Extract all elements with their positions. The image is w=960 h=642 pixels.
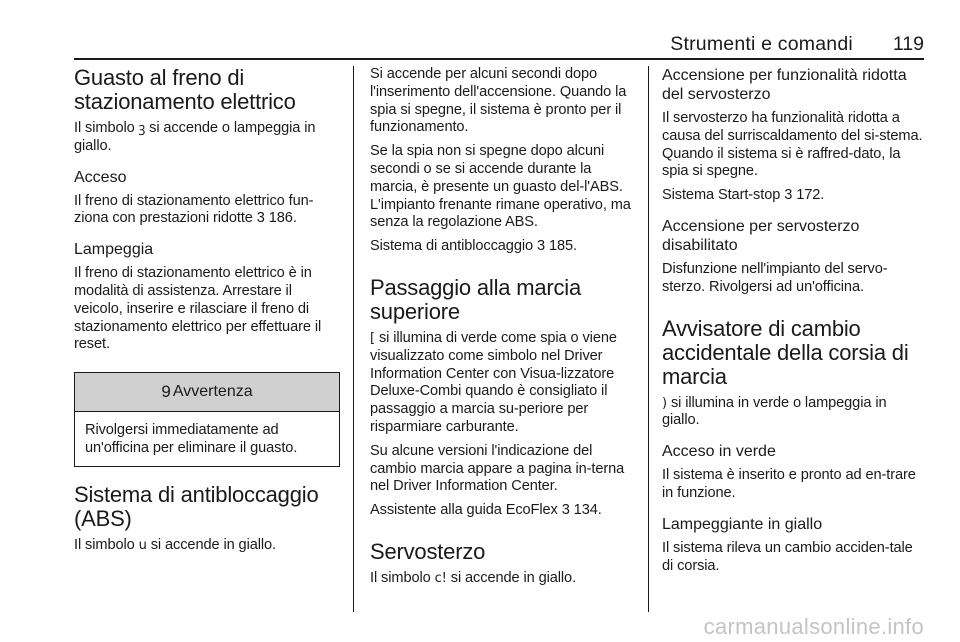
column-left bbox=[74, 66, 340, 561]
page-reference[interactable]: 3 134. bbox=[561, 502, 602, 519]
warning-triangle-icon: 9 bbox=[161, 382, 171, 402]
paragraph: Il sistema è inserito e pronto ad en-trare in funzione. bbox=[662, 467, 916, 501]
paragraph: Si accende per alcuni secondi dopo l'inserimento dell'accensione. Quando la spia si spegne, il sistema è pronto per il funzionamento. bbox=[370, 66, 627, 136]
heading-yellow: Lampeggiante in giallo bbox=[662, 515, 823, 533]
heading-abs: Sistema di antibloccaggio (ABS) bbox=[74, 481, 319, 531]
heading-upshift: Passaggio alla marcia superiore bbox=[370, 274, 582, 324]
paragraph: Disfunzione nell'impianto del servo-sterzo. Rivolgersi ad un'officina. bbox=[662, 260, 888, 295]
heading-acceso: Acceso bbox=[74, 168, 127, 186]
warning-title: Avvertenza bbox=[172, 383, 253, 401]
column-middle bbox=[370, 66, 634, 594]
paragraph: ) si illumina in verde o lampeggia in giallo. bbox=[662, 394, 887, 429]
section-title: Strumenti e comandi bbox=[670, 33, 853, 55]
parking-brake-icon: ꝫ bbox=[138, 121, 146, 136]
paragraph: Assistente alla guida EcoFlex 3 134. bbox=[370, 502, 602, 519]
heading-lampeggia: Lampeggia bbox=[74, 241, 154, 259]
paragraph: Il servosterzo ha funzionalità ridotta a causa del surriscaldamento del si-stema. Quando il sistema si è raffred-dato, la spia si spegne. bbox=[662, 110, 923, 180]
heading-lane-departure: Avvisatore di cambio accidentale della corsia di marcia bbox=[662, 315, 909, 389]
heading-brake-fault: Guasto al freno di stazionamento elettrico bbox=[74, 65, 296, 114]
page-number: 119 bbox=[892, 33, 924, 55]
paragraph: Su alcune versioni l'indicazione del cambio marcia appare a pagina in-terna nel Driver Information Center. bbox=[370, 442, 625, 495]
watermark: carmanualsonline.info bbox=[703, 614, 924, 639]
column-divider bbox=[648, 66, 649, 612]
column-divider bbox=[353, 66, 354, 612]
page-reference[interactable]: 3 172. bbox=[784, 187, 825, 204]
page-reference[interactable]: 3 185. bbox=[536, 238, 577, 255]
abs-icon: u bbox=[138, 537, 147, 553]
paragraph: Il freno di stazionamento elettrico è in modalità di assistenza. Arrestare il veicolo, inserire e rilasciare il freno di stazionamento elettrico per effettuare il reset. bbox=[74, 265, 322, 353]
heading-reduced-steering: Accensione per funzionalità ridotta del servosterzo bbox=[662, 67, 907, 103]
paragraph: Il simbolo c! si accende in giallo. bbox=[370, 569, 577, 586]
paragraph: Se la spia non si spegne dopo alcuni secondi o se si accende durante la marcia, è presente un guasto del-l'ABS. L'impianto frenante rimane operativo, ma senza la regolazione ABS. bbox=[370, 143, 631, 231]
paragraph: Il simbolo ꝫ si accende o lampeggia in giallo. bbox=[74, 120, 316, 154]
steering-warning-icon: c! bbox=[434, 570, 447, 586]
page-header bbox=[74, 26, 924, 60]
paragraph: Il freno di stazionamento elettrico fun-ziona con prestazioni ridotte 3 186. bbox=[74, 192, 314, 227]
heading-green: Acceso in verde bbox=[662, 443, 776, 461]
page-reference[interactable]: 3 186. bbox=[256, 210, 297, 227]
upshift-icon: [ bbox=[370, 330, 375, 346]
warning-body: Rivolgersi immediatamente ad un'officina per eliminare il guasto. bbox=[85, 422, 298, 456]
heading-servosterzo: Servosterzo bbox=[370, 538, 486, 564]
column-right bbox=[662, 66, 926, 581]
paragraph: Il sistema rileva un cambio acciden-tale di corsia. bbox=[662, 539, 913, 574]
paragraph: Sistema Start-stop 3 172. bbox=[662, 187, 825, 204]
paragraph: Il simbolo u si accende in giallo. bbox=[74, 536, 276, 553]
lane-departure-icon: ) bbox=[662, 395, 667, 411]
paragraph: Sistema di antibloccaggio 3 185. bbox=[370, 238, 577, 255]
warning-box bbox=[74, 372, 340, 467]
warning-header bbox=[75, 373, 339, 412]
paragraph: [ si illumina di verde come spia o viene visualizzato come simbolo nel Driver Information Center con Visua-lizzatore Deluxe-Combi quando è consigliato il passaggio a marcia su-periore per risparmiare carburante. bbox=[370, 329, 617, 435]
heading-steering-disabled: Accensione per servosterzo disabilitato bbox=[662, 217, 860, 254]
